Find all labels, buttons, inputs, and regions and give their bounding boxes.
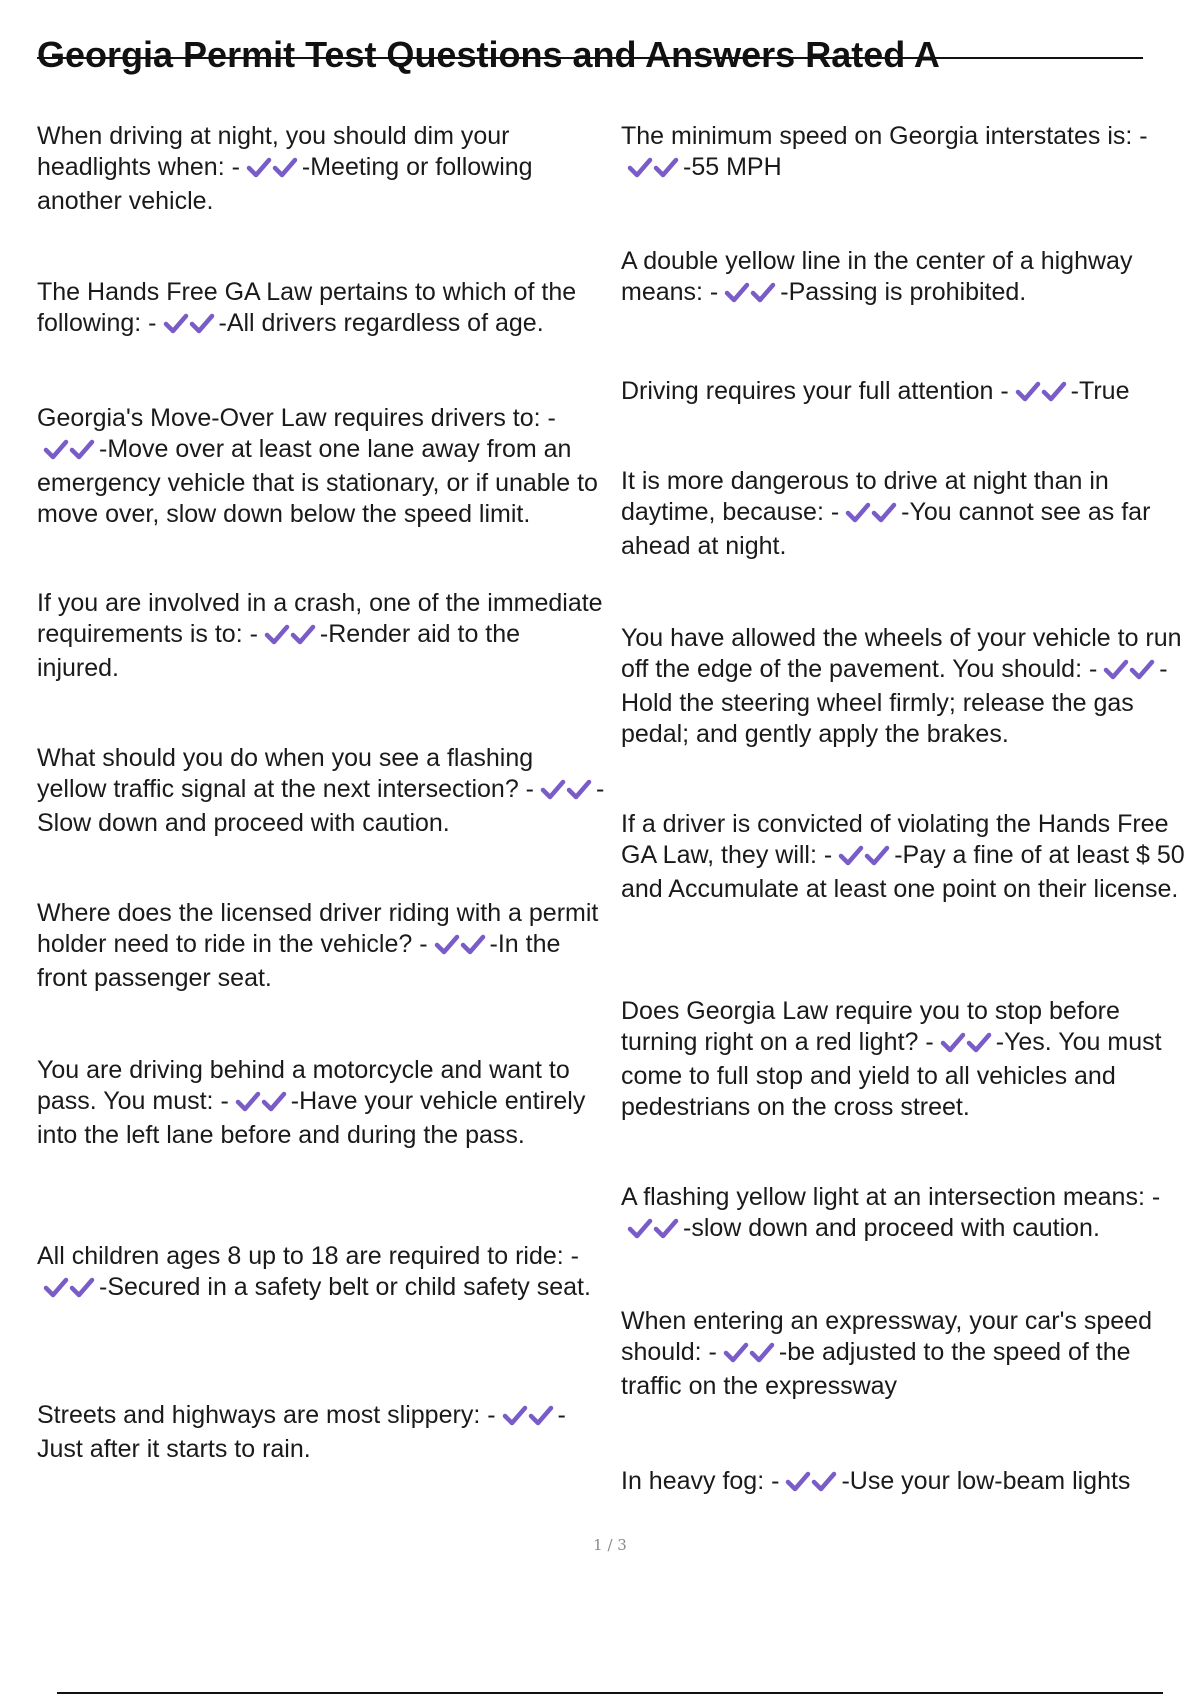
qa-item xyxy=(621,246,1196,311)
page-indicator: 1 / 3 xyxy=(593,1536,627,1554)
question-text: Does Georgia Law require you to stop before turning right on a red light? - xyxy=(621,997,1120,1056)
qa-item xyxy=(37,898,607,994)
double-check-icon xyxy=(845,500,897,531)
double-check-icon xyxy=(540,777,592,808)
answer-text: -be adjusted to the speed of the traffic on the expressway xyxy=(621,1338,1131,1400)
double-check-icon xyxy=(1103,657,1155,688)
double-check-icon xyxy=(940,1030,992,1061)
qa-item xyxy=(621,466,1196,562)
qa-item xyxy=(37,1400,607,1465)
title-block xyxy=(37,30,1143,80)
qa-item xyxy=(621,809,1196,905)
question-text: All children ages 8 up to 18 are required to ride: - xyxy=(37,1242,579,1270)
footer-divider xyxy=(57,1692,1163,1694)
double-check-icon xyxy=(434,932,486,963)
double-check-icon xyxy=(163,311,215,342)
qa-item xyxy=(621,376,1196,410)
qa-item xyxy=(621,996,1196,1123)
answer-text: -Move over at least one lane away from an emergency vehicle that is stationary, or if unable to move over, slow down below the speed limit. xyxy=(37,435,598,528)
answer-text: -You cannot see as far ahead at night. xyxy=(621,498,1151,560)
double-check-icon xyxy=(264,622,316,653)
question-text: When entering an expressway, your car's speed should: - xyxy=(621,1307,1152,1366)
answer-text: -Have your vehicle entirely into the left lane before and during the pass. xyxy=(37,1087,586,1149)
answer-text: -All drivers regardless of age. xyxy=(218,309,544,337)
double-check-icon xyxy=(43,1275,95,1306)
qa-item xyxy=(37,1241,607,1306)
answer-text: -55 MPH xyxy=(683,153,782,181)
question-text: Where does the licensed driver riding with a permit holder need to ride in the vehicle? - xyxy=(37,899,599,958)
question-text: Driving requires your full attention - xyxy=(621,377,1009,405)
answer-text: -Passing is prohibited. xyxy=(780,278,1027,306)
question-text: You have allowed the wheels of your vehicle to run off the edge of the pavement. You should: - xyxy=(621,624,1182,683)
answer-text: -Use your low-beam lights xyxy=(841,1467,1131,1495)
question-text: In heavy fog: - xyxy=(621,1467,780,1495)
answer-text: -Pay a fine of at least $ 50 and Accumulate at least one point on their license. xyxy=(621,841,1185,903)
double-check-icon xyxy=(838,843,890,874)
document-title: Georgia Permit Test Questions and Answers Rated A xyxy=(37,34,940,75)
answer-text: -slow down and proceed with caution. xyxy=(683,1214,1100,1242)
double-check-icon xyxy=(724,280,776,311)
qa-item xyxy=(621,1182,1196,1247)
question-text: When driving at night, you should dim your headlights when: - xyxy=(37,122,510,181)
question-text: You are driving behind a motorcycle and want to pass. You must: - xyxy=(37,1056,570,1115)
qa-item xyxy=(621,623,1196,750)
answer-text: -Meeting or following another vehicle. xyxy=(37,153,533,215)
qa-item xyxy=(37,588,607,684)
question-text: Streets and highways are most slippery: - xyxy=(37,1401,496,1429)
double-check-icon xyxy=(627,155,679,186)
double-check-icon xyxy=(246,155,298,186)
question-text: A flashing yellow light at an intersection means: - xyxy=(621,1183,1161,1211)
question-text: A double yellow line in the center of a highway means: - xyxy=(621,247,1133,306)
answer-text: -Secured in a safety belt or child safety seat. xyxy=(99,1273,591,1301)
double-check-icon xyxy=(502,1403,554,1434)
qa-item xyxy=(621,1466,1196,1500)
answer-text: -Slow down and proceed with caution. xyxy=(37,775,605,837)
question-text: If you are involved in a crash, one of the immediate requirements is to: - xyxy=(37,589,603,648)
double-check-icon xyxy=(785,1469,837,1500)
question-text: The minimum speed on Georgia interstates is: - xyxy=(621,122,1148,150)
qa-item xyxy=(37,743,607,839)
answer-text: -In the front passenger seat. xyxy=(37,930,561,992)
qa-item xyxy=(621,1306,1196,1402)
double-check-icon xyxy=(1015,379,1067,410)
double-check-icon xyxy=(627,1216,679,1247)
qa-item xyxy=(37,277,607,342)
question-text: The Hands Free GA Law pertains to which of the following: - xyxy=(37,278,577,337)
question-text: If a driver is convicted of violating the Hands Free GA Law, they will: - xyxy=(621,810,1169,869)
answer-text: -True xyxy=(1070,377,1130,405)
question-text: Georgia's Move-Over Law requires drivers to: - xyxy=(37,404,556,432)
question-text: It is more dangerous to drive at night than in daytime, because: - xyxy=(621,467,1109,526)
qa-item xyxy=(37,1055,607,1151)
double-check-icon xyxy=(43,437,95,468)
answer-text: -Hold the steering wheel firmly; release the gas pedal; and gently apply the brakes. xyxy=(621,655,1168,748)
answer-text: -Just after it starts to rain. xyxy=(37,1401,566,1463)
qa-item xyxy=(621,121,1196,186)
answer-text: -Yes. You must come to full stop and yield to all vehicles and pedestrians on the cross street. xyxy=(621,1028,1162,1121)
question-text: What should you do when you see a flashing yellow traffic signal at the next intersection? - xyxy=(37,744,535,803)
qa-item xyxy=(37,121,607,217)
qa-item xyxy=(37,403,607,530)
answer-text: -Render aid to the injured. xyxy=(37,620,521,682)
double-check-icon xyxy=(235,1089,287,1120)
double-check-icon xyxy=(723,1340,775,1371)
